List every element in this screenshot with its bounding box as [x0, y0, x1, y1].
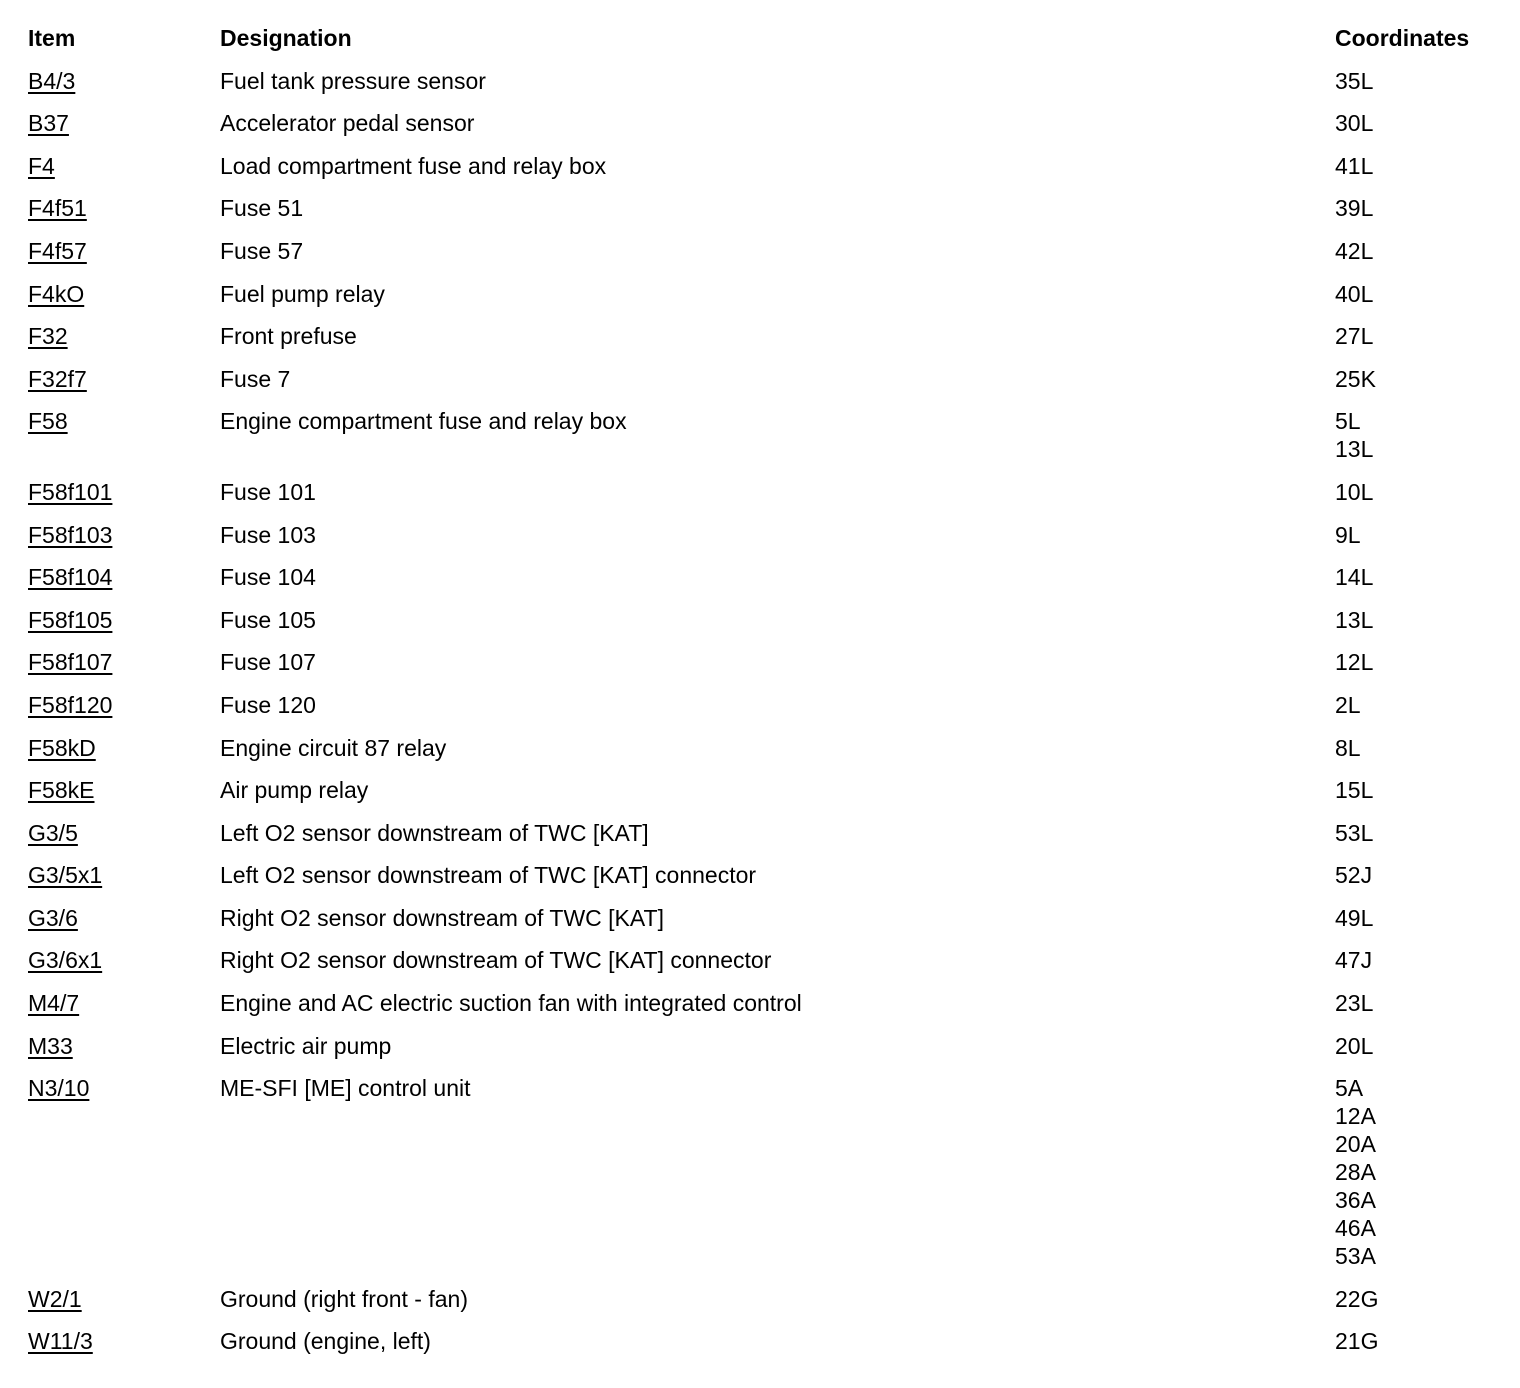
item-link[interactable]: F4f57 [28, 237, 87, 264]
coordinates-cell [1335, 861, 1498, 889]
item-link[interactable]: G3/6 [28, 904, 78, 931]
coordinates-cell [1335, 691, 1498, 719]
coordinates-cell [1335, 734, 1498, 762]
item-link[interactable]: G3/6x1 [28, 947, 103, 974]
item-link[interactable]: W11/3 [28, 1328, 93, 1355]
designation-cell: Left O2 sensor downstream of TWC [KAT] [220, 819, 649, 846]
item-cell [28, 648, 220, 676]
coordinate-value: 2L [1335, 691, 1361, 718]
designation-cell: Engine and AC electric suction fan with integrated control [220, 990, 802, 1017]
item-link[interactable]: F4f51 [28, 195, 87, 222]
coordinate-value: 25K [1335, 365, 1376, 392]
designation-cell: Fuse 107 [220, 649, 316, 676]
coordinate-value: 40L [1335, 280, 1374, 307]
table-row [28, 67, 1498, 110]
coordinate-value: 46A [1335, 1215, 1376, 1242]
item-link[interactable]: F4kO [28, 280, 85, 307]
designation-cell: Fuse 51 [220, 195, 304, 222]
designation-cell: Fuse 120 [220, 691, 316, 718]
table-row [28, 365, 1498, 408]
table-row [28, 521, 1498, 564]
coordinate-value: 21G [1335, 1328, 1379, 1355]
table-row [28, 904, 1498, 947]
item-cell [28, 152, 220, 180]
item-link[interactable]: B4/3 [28, 67, 76, 94]
designation-cell: Fuse 101 [220, 478, 316, 505]
item-cell [28, 946, 220, 974]
table-row [28, 322, 1498, 365]
designation-cell: Fuse 7 [220, 365, 291, 392]
table-row [28, 946, 1498, 989]
coordinates-cell [1335, 194, 1498, 222]
designation-cell: Left O2 sensor downstream of TWC [KAT] connector [220, 862, 757, 889]
coordinates-cell [1335, 946, 1498, 974]
item-link[interactable]: F58f107 [28, 649, 113, 676]
item-link[interactable]: F58f104 [28, 564, 113, 591]
coordinates-cell [1335, 1074, 1498, 1270]
item-link[interactable]: G3/5x1 [28, 862, 103, 889]
designation-cell: Front prefuse [220, 323, 357, 350]
item-cell [28, 194, 220, 222]
item-cell [28, 365, 220, 393]
coordinate-value: 5A [1335, 1075, 1364, 1102]
item-cell [28, 861, 220, 889]
coordinate-value: 13L [1335, 606, 1374, 633]
table-row [28, 1074, 1498, 1285]
designation-cell: Engine compartment fuse and relay box [220, 408, 627, 435]
designation-cell: Electric air pump [220, 1032, 392, 1059]
designation-cell: Ground (engine, left) [220, 1328, 431, 1355]
coordinates-cell [1335, 109, 1498, 137]
item-cell [28, 237, 220, 265]
coordinates-cell [1335, 237, 1498, 265]
item-cell [28, 280, 220, 308]
table-row [28, 691, 1498, 734]
coordinate-value: 42L [1335, 237, 1374, 264]
coordinate-value: 28A [1335, 1159, 1376, 1186]
item-link[interactable]: N3/10 [28, 1075, 90, 1102]
coordinates-cell [1335, 322, 1498, 350]
table-row [28, 648, 1498, 691]
coordinate-value: 47J [1335, 947, 1373, 974]
table-row [28, 734, 1498, 777]
coordinates-cell [1335, 365, 1498, 393]
coordinates-cell [1335, 1285, 1498, 1313]
table-header [28, 24, 1498, 67]
coordinate-value: 20L [1335, 1032, 1374, 1059]
coordinate-value: 36A [1335, 1187, 1376, 1214]
coordinate-value: 53A [1335, 1243, 1376, 1270]
designation-cell: Fuel pump relay [220, 280, 385, 307]
item-cell [28, 322, 220, 350]
coordinates-cell [1335, 606, 1498, 634]
item-cell [28, 904, 220, 932]
item-link[interactable]: F58f101 [28, 478, 113, 505]
component-legend-table [28, 24, 1498, 1370]
item-link[interactable]: B37 [28, 110, 69, 137]
item-cell [28, 109, 220, 137]
item-cell [28, 776, 220, 804]
item-link[interactable]: M33 [28, 1032, 73, 1059]
table-row [28, 237, 1498, 280]
designation-cell: Fuse 105 [220, 606, 316, 633]
coordinates-cell [1335, 407, 1498, 463]
item-cell [28, 1327, 220, 1355]
item-link[interactable]: G3/5 [28, 819, 78, 846]
item-link[interactable]: F4 [28, 152, 55, 179]
coordinate-value: 22G [1335, 1285, 1379, 1312]
coordinate-value: 23L [1335, 990, 1374, 1017]
item-cell [28, 819, 220, 847]
coordinate-value: 10L [1335, 478, 1374, 505]
coordinate-value: 41L [1335, 152, 1374, 179]
coordinates-cell [1335, 152, 1498, 180]
designation-cell: Load compartment fuse and relay box [220, 152, 607, 179]
coordinate-value: 15L [1335, 777, 1374, 804]
coordinates-cell [1335, 776, 1498, 804]
coordinate-value: 35L [1335, 67, 1374, 94]
table-row [28, 563, 1498, 606]
item-cell [28, 989, 220, 1017]
designation-cell: Accelerator pedal sensor [220, 110, 475, 137]
header-coordinates: Coordinates [1335, 25, 1470, 51]
item-cell [28, 1074, 220, 1102]
item-link[interactable]: F58kD [28, 734, 96, 761]
item-cell [28, 407, 220, 435]
coordinate-value: 14L [1335, 564, 1374, 591]
table-row [28, 776, 1498, 819]
table-row [28, 280, 1498, 323]
coordinate-value: 20A [1335, 1131, 1376, 1158]
item-cell [28, 521, 220, 549]
table-row [28, 989, 1498, 1032]
table-row [28, 152, 1498, 195]
coordinate-value: 9L [1335, 521, 1361, 548]
item-link[interactable]: F58f103 [28, 521, 113, 548]
table-row [28, 194, 1498, 237]
item-link[interactable]: F32 [28, 323, 68, 350]
designation-cell: Right O2 sensor downstream of TWC [KAT] connector [220, 947, 772, 974]
designation-cell: Fuse 57 [220, 237, 304, 264]
item-link[interactable]: W2/1 [28, 1285, 82, 1312]
coordinates-cell [1335, 1032, 1498, 1060]
coordinates-cell [1335, 989, 1498, 1017]
designation-cell: Fuse 104 [220, 564, 316, 591]
table-row [28, 1327, 1498, 1370]
item-cell [28, 606, 220, 634]
table-row [28, 109, 1498, 152]
coordinates-cell [1335, 521, 1498, 549]
coordinate-value: 30L [1335, 110, 1374, 137]
coordinate-value: 12A [1335, 1103, 1376, 1130]
item-link[interactable]: M4/7 [28, 990, 80, 1017]
item-cell [28, 1285, 220, 1313]
coordinate-value: 13L [1335, 436, 1374, 463]
coordinate-value: 12L [1335, 649, 1374, 676]
designation-cell: Engine circuit 87 relay [220, 734, 447, 761]
designation-cell: Fuse 103 [220, 521, 316, 548]
coordinate-value: 27L [1335, 323, 1374, 350]
table-row [28, 606, 1498, 649]
designation-cell: Right O2 sensor downstream of TWC [KAT] [220, 904, 664, 931]
table-row [28, 407, 1498, 478]
coordinates-cell [1335, 648, 1498, 676]
table-row [28, 819, 1498, 862]
item-link[interactable]: F58kE [28, 777, 95, 804]
table-row [28, 861, 1498, 904]
coordinates-cell [1335, 563, 1498, 591]
item-cell [28, 691, 220, 719]
item-cell [28, 67, 220, 95]
coordinates-cell [1335, 819, 1498, 847]
coordinate-value: 8L [1335, 734, 1361, 761]
item-cell [28, 563, 220, 591]
item-link[interactable]: F58f120 [28, 691, 113, 718]
coordinates-cell [1335, 904, 1498, 932]
designation-cell: Ground (right front - fan) [220, 1285, 468, 1312]
coordinate-value: 53L [1335, 819, 1374, 846]
table-row [28, 478, 1498, 521]
item-link[interactable]: F58f105 [28, 606, 113, 633]
item-cell [28, 478, 220, 506]
item-link[interactable]: F58 [28, 408, 68, 435]
designation-cell: Fuel tank pressure sensor [220, 67, 486, 94]
coordinates-cell [1335, 280, 1498, 308]
table-body [28, 67, 1498, 1370]
table-row [28, 1032, 1498, 1075]
table-row [28, 1285, 1498, 1328]
coordinates-cell [1335, 67, 1498, 95]
item-cell [28, 1032, 220, 1060]
coordinate-value: 39L [1335, 195, 1374, 222]
designation-cell: ME-SFI [ME] control unit [220, 1075, 471, 1102]
coordinates-cell [1335, 478, 1498, 506]
item-cell [28, 734, 220, 762]
coordinate-value: 5L [1335, 408, 1361, 435]
coordinate-value: 49L [1335, 904, 1374, 931]
designation-cell: Air pump relay [220, 777, 369, 804]
coordinate-value: 52J [1335, 862, 1373, 889]
header-item: Item [28, 25, 76, 51]
item-link[interactable]: F32f7 [28, 365, 87, 392]
coordinates-cell [1335, 1327, 1498, 1355]
header-designation: Designation [220, 25, 352, 51]
